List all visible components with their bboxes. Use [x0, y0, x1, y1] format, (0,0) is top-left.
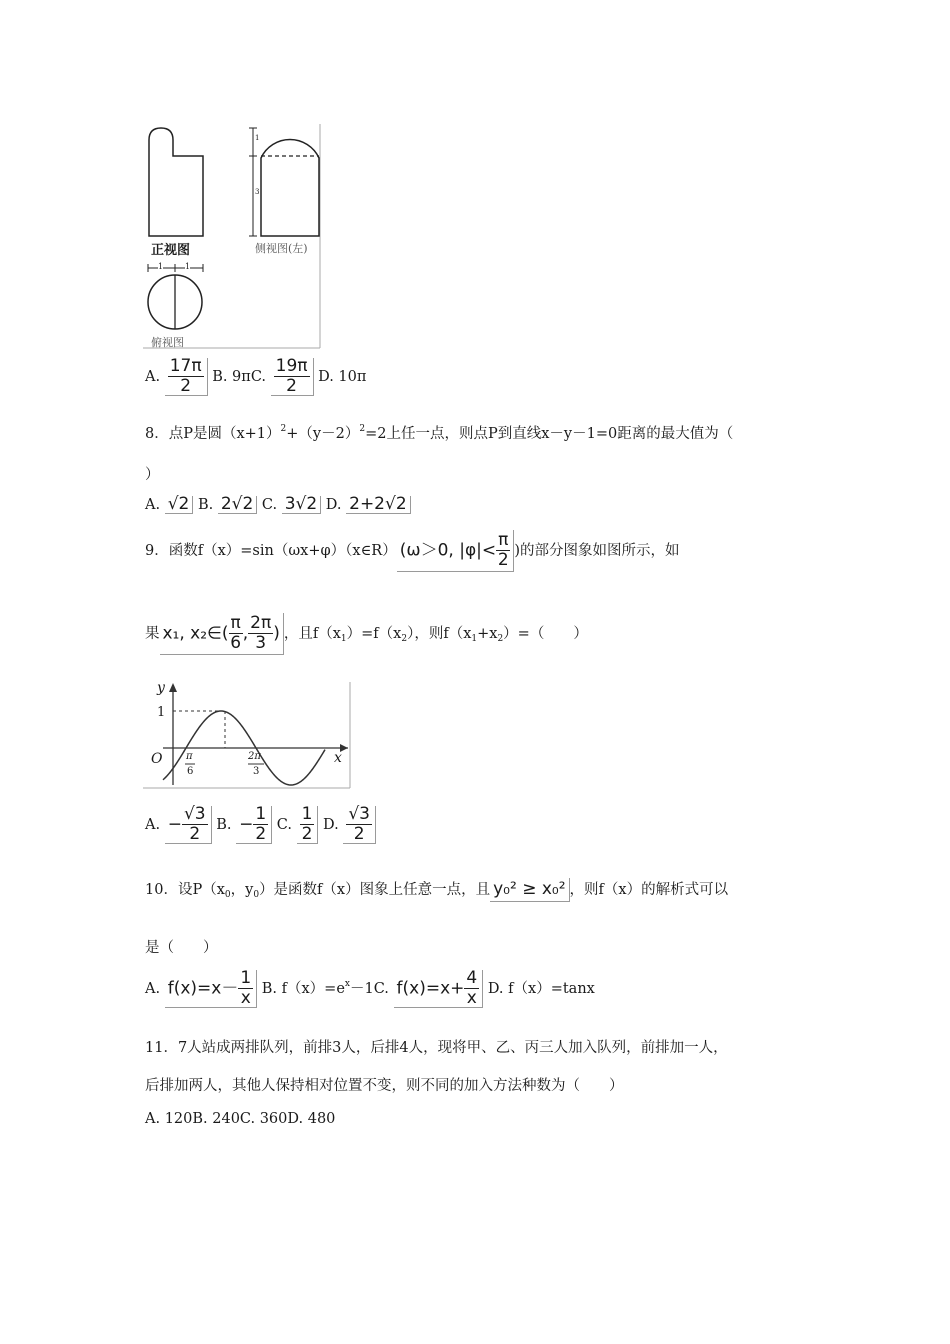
q10-a-expr: f(x)=x－ [167, 978, 239, 999]
q10-inequality: y₀² ≥ x₀² [490, 878, 569, 902]
q9-line2-mid2: ）=f（x [346, 626, 402, 642]
q8-d-label: D. [325, 497, 342, 513]
q10-b-sup: x [344, 979, 350, 989]
q7-options [145, 358, 366, 396]
graph-y-label: y [157, 680, 165, 696]
q9-int-a-den: 6 [230, 633, 242, 653]
q9-c-value [297, 806, 319, 844]
q9-c-label: C. [276, 817, 292, 833]
q9-cond-frac [496, 532, 510, 569]
front-view-label: 正视图 [151, 243, 191, 258]
q9-d-label: D. [323, 817, 339, 833]
q7-a-fraction [168, 358, 204, 395]
q8-b-label: B. [197, 497, 214, 513]
q9-interval [160, 613, 284, 655]
q8-stem-part1: 8．点P是圆（x+1） [145, 426, 281, 442]
dim-top-label: 1 [255, 134, 260, 142]
q7-c-den: 2 [286, 376, 297, 396]
q9-a-sign: − [167, 814, 182, 835]
dim-side-label: 3 [255, 188, 260, 196]
q10-b-text-pre: B. f（x）=e [261, 981, 345, 997]
q11-stem-line2: 后排加两人，其他人保持相对位置不变，则不同的加入方法种数为（ ） [145, 1078, 624, 1094]
graph-pi6-num: π [186, 751, 193, 762]
sine-graph [143, 680, 353, 792]
q9-int-b-num: 2π [250, 613, 272, 633]
q9-d-num: √3 [348, 804, 370, 824]
q8-a-value: √2 [165, 496, 194, 514]
q10-stem-line2: 是（ ） [145, 940, 218, 956]
q10-sub-b: 0 [253, 890, 260, 900]
q9-stem-end: 的部分图象如图所示，如 [520, 543, 680, 559]
graph-one-label: 1 [157, 705, 166, 720]
q10-a-value [165, 970, 257, 1008]
q9-sub2: 2 [401, 634, 408, 644]
q9-stem-start: 9．函数f（x）=sin（ωx+φ）（x∈R） [145, 543, 397, 559]
q10-options [145, 970, 595, 1008]
q8-stem-part3: =2上任一点，则点P到直线x－y－1=0距离的最大值为（ [365, 426, 734, 442]
graph-2pi3-den: 3 [253, 766, 260, 777]
q9-int-a-frac [229, 615, 243, 652]
q9-line2-start: 果 [145, 626, 160, 642]
q8-sup2: 2 [359, 424, 366, 434]
q9-b-value [236, 806, 272, 844]
q7-c-num: 19π [275, 356, 308, 376]
q10-b-text-post: －1C. [350, 981, 389, 997]
q10-c-value [394, 970, 484, 1008]
q8-stem-close: ） [145, 467, 160, 483]
q9-a-frac [182, 806, 208, 843]
q9-a-label: A. [145, 817, 161, 833]
q10-a-frac [238, 970, 253, 1007]
three-view-figure [143, 122, 325, 352]
side-view-label: 侧视图(左) [255, 242, 308, 255]
q10-a-num: 1 [240, 968, 252, 988]
q9-a-value [165, 806, 212, 844]
q9-d-value [343, 806, 376, 844]
q8-stem-part2: +（y－2） [286, 426, 360, 442]
q10-stem-mid: ，y [230, 882, 254, 898]
q7-d-text: D. 10π [318, 369, 367, 385]
q10-stem-start: 10．设P（x [145, 882, 225, 898]
q7-a-fraction-box [165, 358, 208, 396]
q9-cond-right: ) [514, 543, 521, 559]
q11-options: A. 120B. 240C. 360D. 480 [145, 1111, 336, 1127]
q10-stem-mid2: ）是函数f（x）图象上任意一点，且 [259, 882, 491, 898]
dim-one-b-label: 1 [185, 262, 191, 271]
sine-graph-svg [143, 680, 353, 792]
q10-c-num: 4 [466, 968, 478, 988]
q7-c-fraction-box [271, 358, 314, 396]
q9-b-sign: − [239, 814, 254, 835]
q8-c-value: 3√2 [282, 496, 321, 514]
q9-stem-line1 [145, 530, 680, 572]
q9-interval-right: ) [273, 623, 280, 644]
q9-int-comma: , [242, 623, 249, 644]
q8-stem [145, 422, 733, 443]
q9-b-label: B. [216, 817, 232, 833]
q9-d-den: 2 [353, 824, 365, 844]
q10-c-expr: f(x)=x+ [396, 978, 465, 999]
q9-stem-line2 [145, 613, 588, 655]
q9-d-frac [346, 806, 372, 843]
q9-b-num: 1 [255, 804, 267, 824]
q8-d-value: 2+2√2 [346, 496, 411, 514]
q9-line2-mid3: ），则f（x [407, 626, 472, 642]
q9-int-b-den: 3 [255, 633, 267, 653]
q8-a-label: A. [145, 497, 161, 513]
q11-stem-line1: 11．7人站成两排队列，前排3人，后排4人，现将甲、乙、丙三人加入队列，前排加一人， [145, 1040, 728, 1056]
q9-c-den: 2 [301, 824, 313, 844]
q9-sub3: 1 [471, 634, 478, 644]
front-view-shape [149, 128, 203, 236]
q7-a-den: 2 [180, 376, 192, 396]
side-view-shape [261, 140, 319, 236]
q10-c-frac [464, 970, 479, 1007]
q9-c-frac [300, 806, 315, 843]
q9-line2-mid4: +x [477, 626, 498, 642]
q9-line2-mid: ，且f（x [283, 626, 341, 642]
q10-a-label: A. [145, 981, 161, 997]
three-view-drawing [143, 122, 325, 352]
graph-2pi3-num: 2π [248, 751, 261, 762]
q9-a-num: √3 [183, 804, 206, 824]
q9-sub4: 2 [497, 634, 504, 644]
q7-bc-text: B. 9πC. [212, 369, 267, 385]
q9-line2-end: ）=（ ） [503, 626, 588, 642]
q9-b-frac [253, 806, 268, 843]
q9-int-b-frac [248, 615, 273, 652]
q9-options [145, 806, 376, 844]
q9-a-den: 2 [189, 824, 201, 844]
q9-cond-num: π [498, 530, 509, 550]
graph-x-label: x [334, 750, 342, 766]
q8-sup1: 2 [280, 424, 287, 434]
q7-a-num: 17π [169, 356, 202, 376]
q10-stem-end: ，则f（x）的解析式可以 [569, 882, 729, 898]
graph-pi6-den: 6 [187, 766, 194, 777]
q10-c-den: x [466, 988, 477, 1008]
q9-int-a-num: π [230, 613, 241, 633]
q8-b-value: 2√2 [218, 496, 257, 514]
q9-condition [397, 530, 515, 572]
q9-sub1: 1 [340, 634, 347, 644]
dim-one-a-label: 1 [158, 262, 164, 271]
q7-a-label: A. [145, 369, 161, 385]
q10-a-den: x [240, 988, 251, 1008]
q10-stem-line1 [145, 878, 728, 902]
top-view-label: 俯视图 [151, 336, 184, 349]
q9-c-num: 1 [301, 804, 313, 824]
q10-d-text: D. f（x）=tanx [487, 981, 595, 997]
q8-options [145, 496, 411, 514]
graph-origin-label: O [151, 751, 163, 767]
q9-interval-left: x₁, x₂∈( [162, 623, 229, 644]
q7-c-fraction [274, 358, 310, 395]
q9-b-den: 2 [255, 824, 267, 844]
q9-cond-left: (ω＞0, |φ|< [399, 540, 497, 561]
q8-c-label: C. [261, 497, 278, 513]
q9-cond-den: 2 [497, 550, 509, 570]
q10-sub-a: 0 [224, 890, 231, 900]
